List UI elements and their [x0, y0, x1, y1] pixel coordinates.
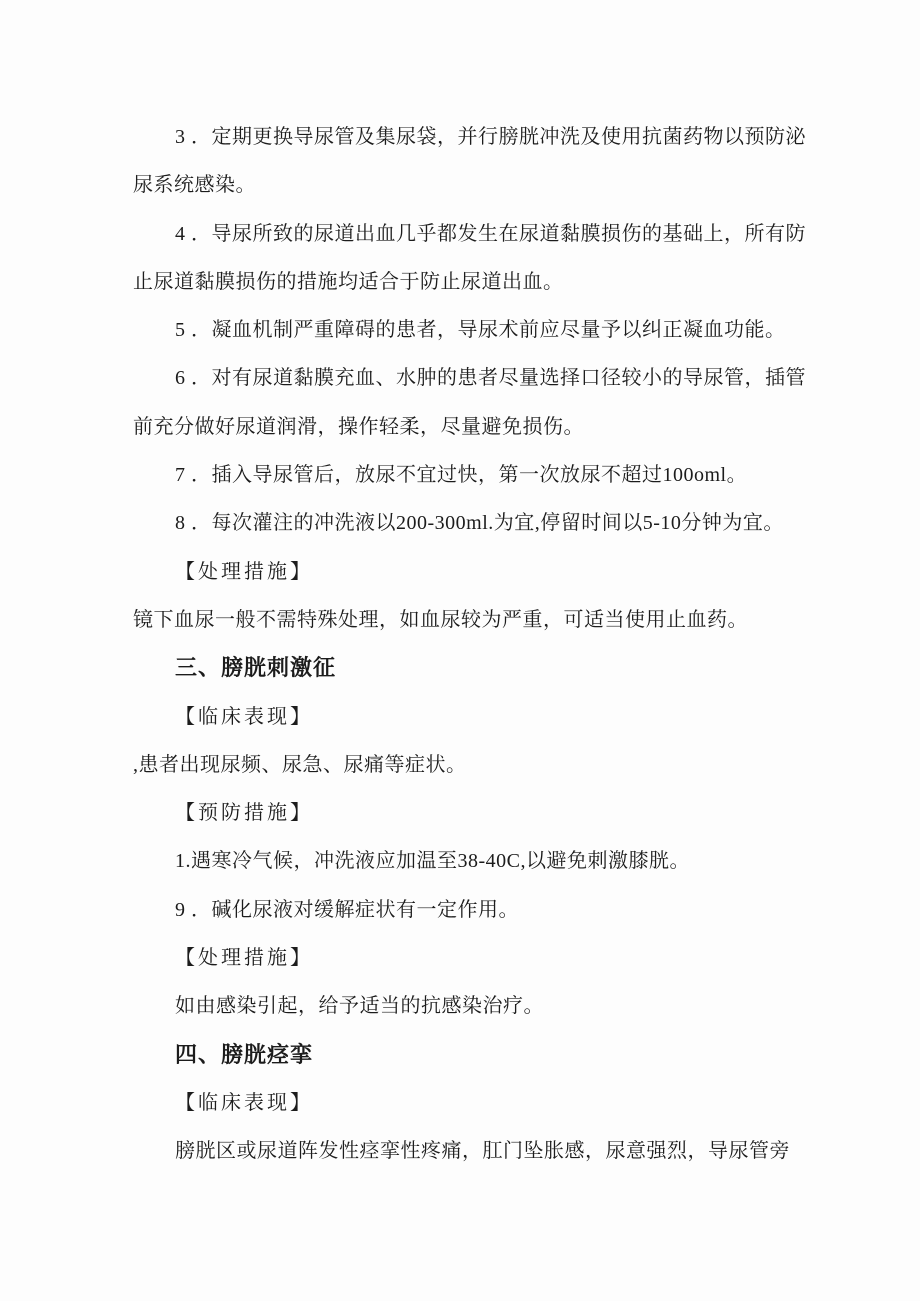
heading-section-three: 三、膀胱刺激征 — [175, 655, 337, 681]
text-infection-treatment: 如由感染引起，给予适当的抗感染治疗。 — [175, 995, 544, 1018]
item-3-line-1: 3 ．定期更换导尿管及集尿袋，并行膀胱冲洗及使用抗菌药物以预防泌 — [175, 126, 806, 148]
item-5: 5 ．凝血机制严重障碍的患者，导尿术前应尽量予以纠正凝血功能。 — [175, 319, 786, 342]
document-body — [133, 113, 806, 1176]
item-4-line-2: 止尿道黏膜损伤的措施均适合于防止尿道出血。 — [133, 270, 564, 293]
item-8: 8 ．每次灌注的冲洗液以200-300ml.为宜,停留时间以5-10分钟为宜。 — [175, 512, 784, 535]
label-handling-measures-1: 【处理措施】 — [175, 560, 313, 583]
item-1-warm-irrigation: 1.遇寒冷气候，冲洗液应加温至38-40C,以避免刺激膝胱。 — [175, 850, 690, 873]
label-prevention-measures: 【预防措施】 — [175, 802, 313, 825]
item-6-line-1: 6 ．对有尿道黏膜充血、水肿的患者尽量选择口径较小的导尿管，插管 — [175, 367, 806, 390]
text-microscopic-hematuria: 镜下血尿一般不需特殊处理，如血尿较为严重，可适当使用止血药。 — [133, 608, 748, 631]
label-handling-measures-2: 【处理措施】 — [175, 947, 313, 970]
item-9-alkalize-urine: 9 ．碱化尿液对缓解症状有一定作用。 — [175, 898, 519, 921]
item-3-line-2: 尿系统感染。 — [133, 174, 256, 197]
heading-section-four: 四、膀胱痉挛 — [175, 1041, 314, 1067]
item-4-line-1: 4 ．导尿所致的尿道出血几乎都发生在尿道黏膜损伤的基础上，所有防 — [175, 222, 806, 245]
label-clinical-manifestation-1: 【临床表现】 — [175, 705, 313, 728]
item-7: 7 ．插入导尿管后，放尿不宜过快，第一次放尿不超过100oml。 — [175, 464, 748, 487]
label-clinical-manifestation-2: 【临床表现】 — [175, 1091, 313, 1114]
text-bladder-spasm-symptoms: 膀胱区或尿道阵发性痉挛性疼痛，肛门坠胀感，尿意强烈，导尿管旁 — [175, 1140, 790, 1163]
item-6-line-2: 前充分做好尿道润滑，操作轻柔，尽量避免损伤。 — [133, 415, 584, 438]
text-patient-symptoms: ,患者出现尿频、尿急、尿痛等症状。 — [133, 753, 467, 776]
